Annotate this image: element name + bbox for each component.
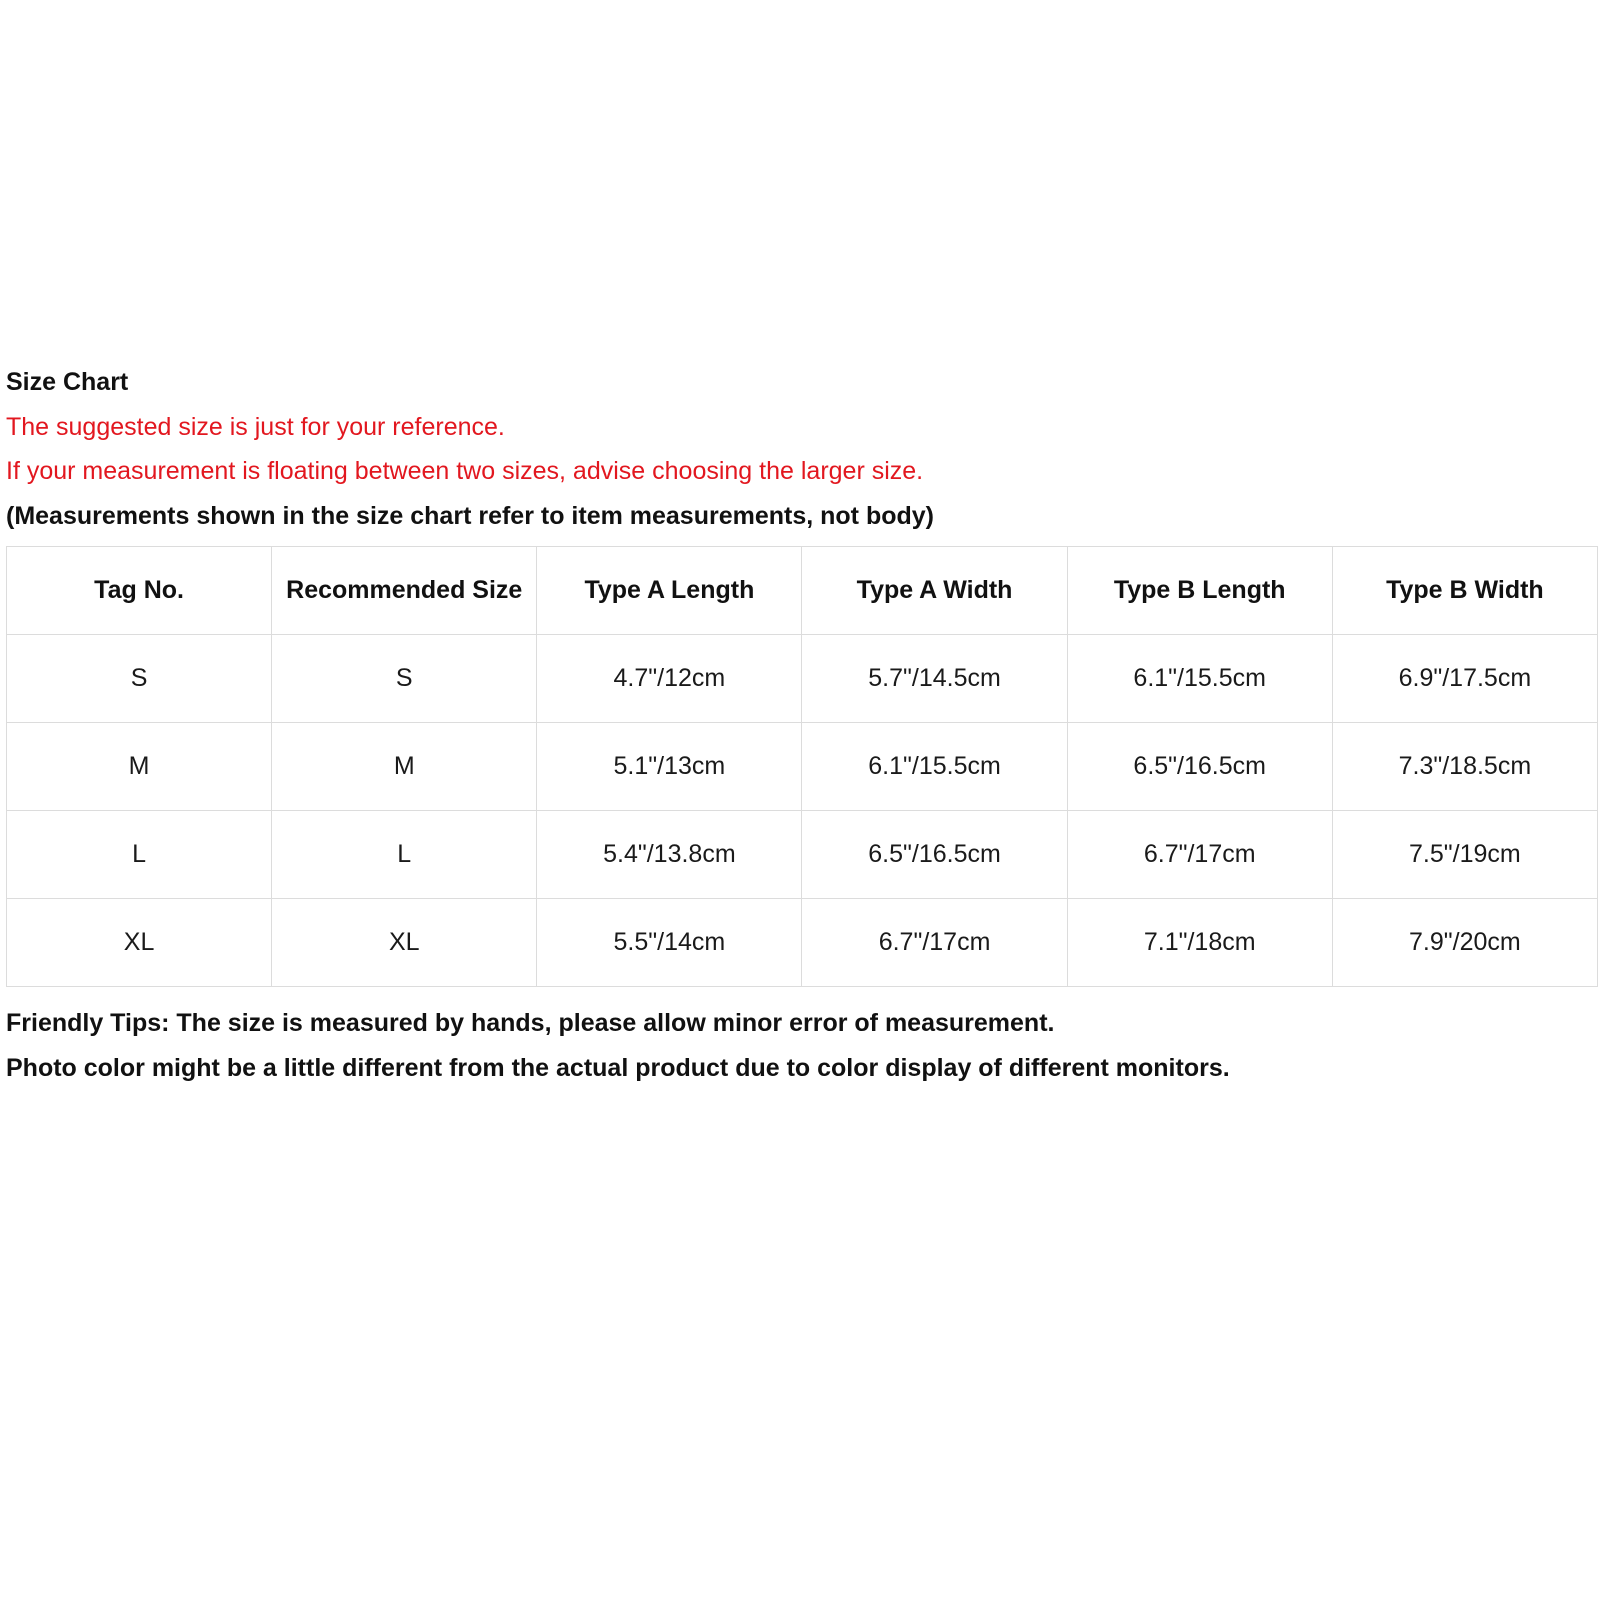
table-cell: 7.1"/18cm xyxy=(1067,899,1332,987)
size-table xyxy=(6,546,1598,987)
table-cell: 5.7"/14.5cm xyxy=(802,635,1067,723)
header-type-b-length: Type B Length xyxy=(1067,547,1332,635)
table-cell: 7.3"/18.5cm xyxy=(1332,723,1597,811)
table-cell: 5.5"/14cm xyxy=(537,899,802,987)
friendly-tips: Friendly Tips: The size is measured by hands, please allow minor error of measurement. xyxy=(6,1009,1055,1037)
table-header-row xyxy=(7,547,1598,635)
table-cell: S xyxy=(272,635,537,723)
size-chart-section xyxy=(6,360,1598,1090)
table-cell: 6.9"/17.5cm xyxy=(1332,635,1597,723)
header-tag-no: Tag No. xyxy=(7,547,272,635)
measurement-note: (Measurements shown in the size chart refer to item measurements, not body) xyxy=(6,501,934,530)
page-title: Size Chart xyxy=(6,368,129,396)
table-cell: 6.1"/15.5cm xyxy=(802,723,1067,811)
header-recommended-size: Recommended Size xyxy=(272,547,537,635)
table-cell: S xyxy=(7,635,272,723)
table-cell: 6.1"/15.5cm xyxy=(1067,635,1332,723)
table-cell: M xyxy=(272,723,537,811)
reference-note: The suggested size is just for your reference. xyxy=(6,412,505,441)
table-cell: 7.9"/20cm xyxy=(1332,899,1597,987)
table-cell: 6.7"/17cm xyxy=(1067,811,1332,899)
table-cell: 5.1"/13cm xyxy=(537,723,802,811)
table-cell: 6.5"/16.5cm xyxy=(1067,723,1332,811)
table-cell: L xyxy=(272,811,537,899)
table-cell: M xyxy=(7,723,272,811)
larger-size-advice: If your measurement is floating between two sizes, advise choosing the larger size. xyxy=(6,457,924,485)
table-row xyxy=(7,635,1598,723)
table-row xyxy=(7,723,1598,811)
table-cell: 5.4"/13.8cm xyxy=(537,811,802,899)
table-cell: 4.7"/12cm xyxy=(537,635,802,723)
header-type-a-width: Type A Width xyxy=(802,547,1067,635)
table-cell: 6.5"/16.5cm xyxy=(802,811,1067,899)
table-row xyxy=(7,811,1598,899)
table-row xyxy=(7,899,1598,987)
photo-color-note: Photo color might be a little different from the actual product due to color display of different monitors. xyxy=(6,1053,1230,1082)
table-cell: 6.7"/17cm xyxy=(802,899,1067,987)
table-cell: XL xyxy=(7,899,272,987)
table-cell: L xyxy=(7,811,272,899)
header-type-a-length: Type A Length xyxy=(537,547,802,635)
table-cell: 7.5"/19cm xyxy=(1332,811,1597,899)
header-type-b-width: Type B Width xyxy=(1332,547,1597,635)
table-cell: XL xyxy=(272,899,537,987)
